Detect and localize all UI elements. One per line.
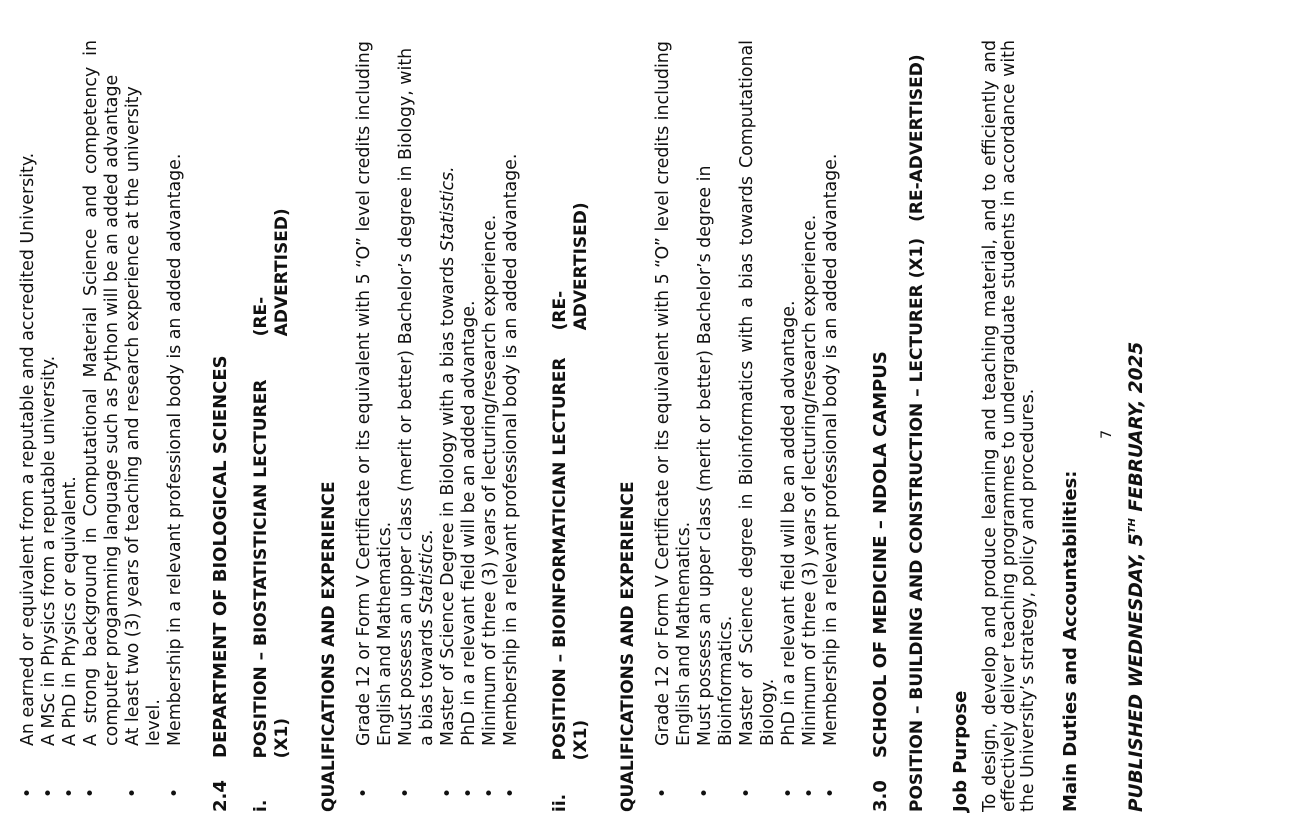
bioinformatician-qualifications-list — [653, 40, 842, 812]
position-heading-biostatistician — [251, 40, 293, 812]
page-number: 7 — [1099, 430, 1115, 439]
section-number: 3.0 — [870, 780, 891, 812]
re-advertised-tag: (RE-ADVERTISED) — [907, 54, 927, 222]
list-item: • Master of Science degree in Bioinformatics with a bias towards Computational Biology. — [737, 40, 779, 812]
position-title: POSITION – BIOINFORMATICIAN LECTURER (X1) — [550, 357, 591, 761]
list-item: • Minimum of three (3) years of lecturing/research experience. — [480, 40, 501, 812]
published-superscript: TH — [1127, 518, 1138, 534]
list-item: • Must possess an upper class (merit or better) Bachelor’s degree in Biology, with a bias towards Statistics. — [396, 40, 438, 812]
list-item: • A MSc in Physics from a reputable university. — [39, 40, 60, 812]
list-item: • An earned or equivalent from a reputable and accredited University. — [18, 40, 39, 812]
list-item: • PhD in a relevant field will be an added advantage. — [779, 40, 800, 812]
published-date — [1122, 40, 1147, 812]
position-heading-bioinformatician — [550, 40, 592, 812]
section-title: DEPARTMENT OF BIOLOGICAL SCIENCES — [210, 355, 231, 758]
position-title: POSITION – BUILDING AND CONSTRUCTION – LECTURER (X1) — [907, 237, 927, 812]
duties-heading: Main Duties and Accountabilities: — [1060, 470, 1081, 812]
list-item: • Must possess an upper class (merit or better) Bachelor’s degree in Bioinformatics. — [695, 40, 737, 812]
position-title: POSITION – BIOSTATISTICIAN LECTURER (X1) — [251, 379, 292, 759]
list-item: • Membership in a relevant professional body is an added advantage. — [821, 40, 842, 812]
list-item: • Membership in a relevant professional body is an added advantage. — [501, 40, 522, 812]
list-item: • Minimum of three (3) years of lecturing/research experience. — [800, 40, 821, 812]
section-title: SCHOOL OF MEDICINE – NDOLA CAMPUS — [870, 351, 891, 758]
qualifications-heading: QUALIFICATIONS AND EXPERIENCE — [319, 481, 339, 812]
re-advertised-tag: (RE-ADVERTISED) — [251, 208, 292, 337]
list-item: • At least two (3) years of teaching and research experience at the university level. — [123, 40, 165, 812]
intro-bullet-list — [18, 40, 186, 812]
list-item: • Grade 12 or Form V Certificate or its equivalent with 5 “O” level credits including English and Mathematics. — [653, 40, 695, 812]
list-item: • Grade 12 or Form V Certificate or its equivalent with 5 “O” level credits including English and Mathematics. — [354, 40, 396, 812]
section-heading-2-4 — [210, 40, 231, 812]
qualifications-heading: QUALIFICATIONS AND EXPERIENCE — [618, 481, 638, 812]
position-number: ii. — [550, 793, 570, 812]
published-suffix: FEBRUARY, 2025 — [1126, 341, 1148, 519]
section-number: 2.4 — [210, 780, 231, 812]
list-item: • Membership in a relevant professional body is an added advantage. — [165, 40, 186, 812]
section-heading-3-0 — [870, 40, 891, 812]
list-item: • A PhD in Physics or equivalent. — [60, 40, 81, 812]
position-number: i. — [251, 799, 271, 812]
job-purpose-text: To design, develop and produce learning and teaching material, and to efficiently and effectively deliver teaching programmes to undergraduate students in accordance with the University’s strategy, policy and procedures. — [980, 40, 1038, 812]
job-purpose-heading: Job Purpose — [950, 690, 971, 812]
published-prefix: PUBLISHED WEDNESDAY, 5 — [1126, 533, 1148, 812]
re-advertised-tag: (RE-ADVERTISED) — [550, 202, 591, 331]
biostatistician-qualifications-list — [354, 40, 522, 812]
list-item: • Master of Science Degree in Biology with a bias towards Statistics. — [438, 40, 459, 812]
list-item: • PhD in a relevant field will be an added advantage. — [459, 40, 480, 812]
position-heading-building-construction — [907, 40, 928, 812]
list-item: • A strong background in Computational Material Science and competency in computer progamming language such as Python will be an added advantage — [81, 40, 123, 812]
